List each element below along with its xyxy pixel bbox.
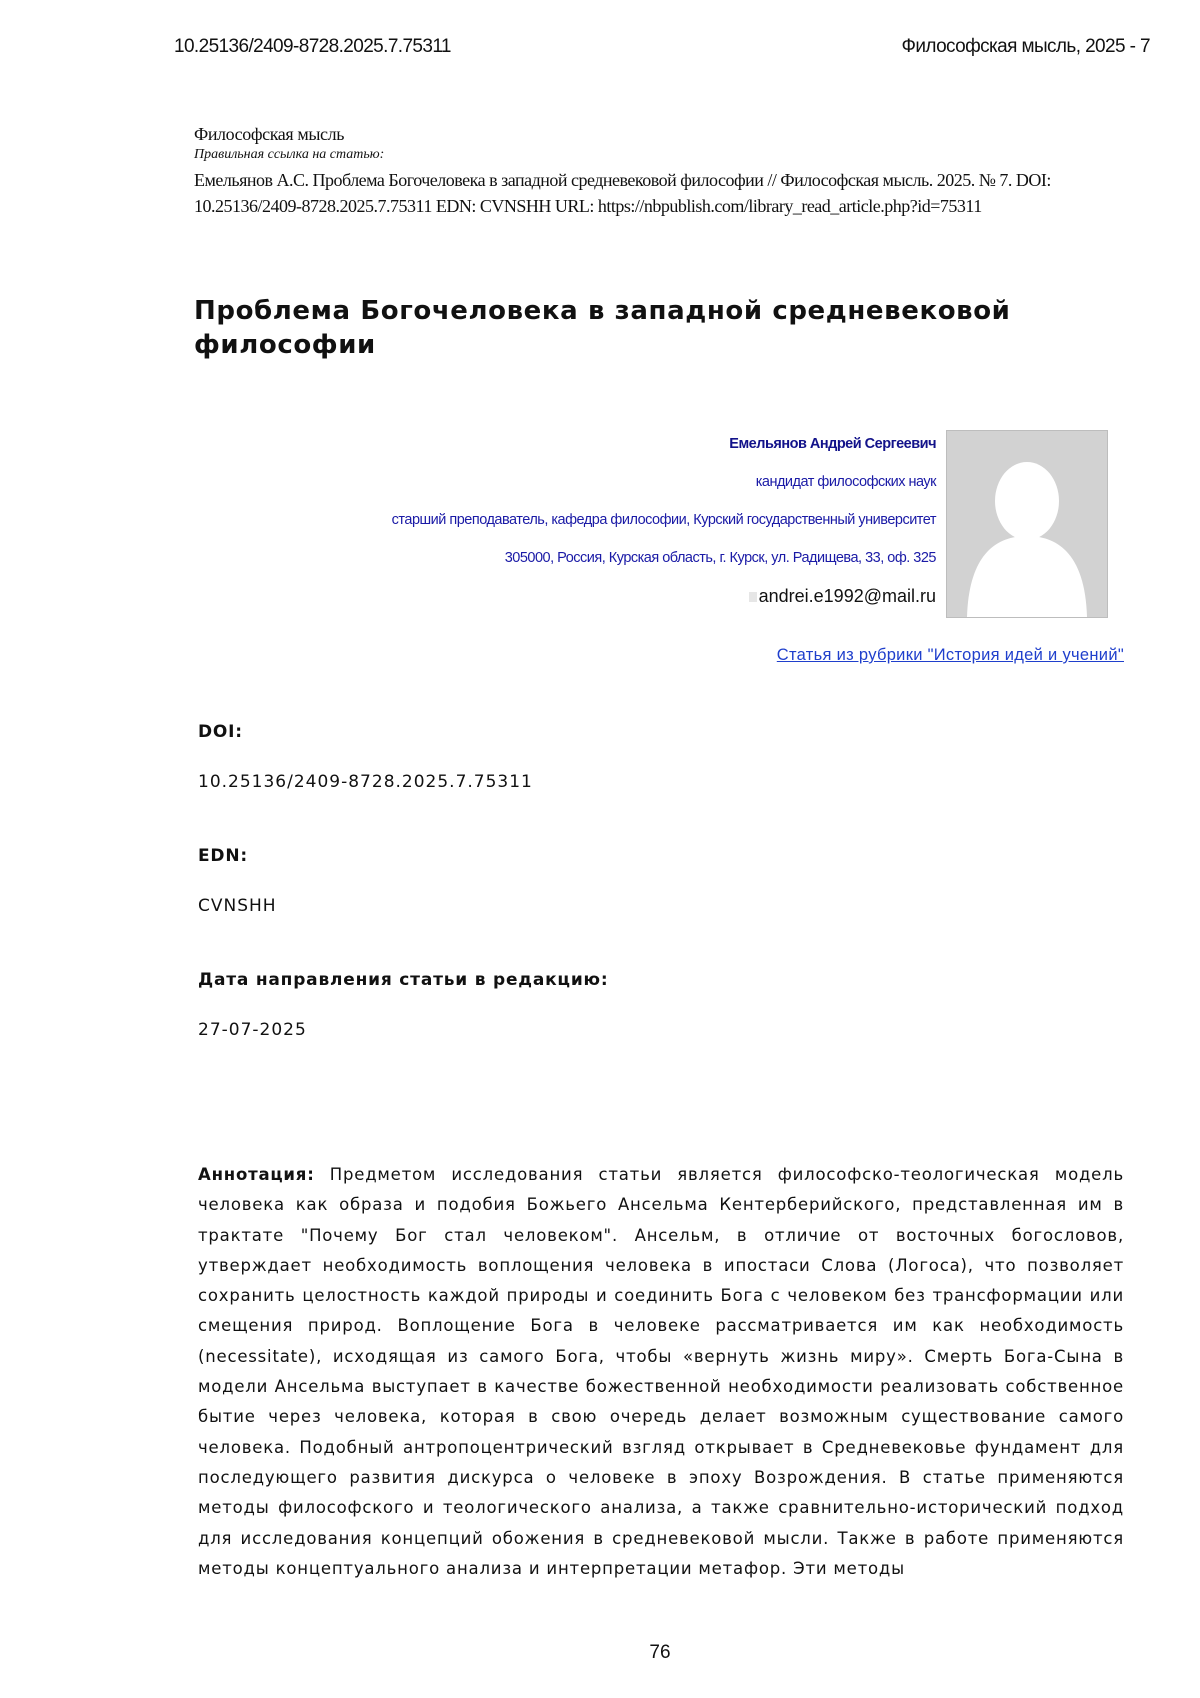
doi-section — [198, 722, 1098, 792]
email-icon — [749, 592, 757, 602]
article-title: Проблема Богочеловека в западной средневековой философии — [194, 296, 1011, 360]
author-info — [216, 432, 936, 622]
submission-date-value: 27-07-2025 — [198, 1020, 307, 1040]
abstract — [198, 1160, 1124, 1584]
author-email[interactable]: andrei.e1992@mail.ru — [758, 586, 936, 606]
running-head-doi: 10.25136/2409-8728.2025.7.75311 — [174, 36, 451, 57]
author-position: старший преподаватель, кафедра философии, Курский государственный университет — [391, 512, 936, 528]
citation-block — [194, 124, 1114, 219]
avatar-placeholder-icon — [947, 431, 1107, 617]
author-avatar — [946, 430, 1108, 618]
running-head-journal-issue: Философская мысль, 2025 - 7 — [901, 36, 1150, 57]
edn-label: EDN: — [198, 846, 248, 866]
doi-value: 10.25136/2409-8728.2025.7.75311 — [198, 772, 533, 792]
edn-value: CVNSHH — [198, 896, 277, 916]
author-address: 305000, Россия, Курская область, г. Курск, ул. Радищева, 33, оф. 325 — [504, 550, 936, 566]
abstract-text: Предметом исследования статьи является философско-теологическая модель человека как образа и подобия Божьего Ансельма Кентерберийского, представленная им в трактате "Почему Бог стал человеком". Ансельм, в отличие от восточных богословов, утверждает необходимость воплощения человека в ипостаси Слова (Логоса), что позволяет сохранить целостность каждой природы и соединить Бога с человеком без трансформации или смещения природ. Воплощение Бога в человеке рассматривается им как необходимость (necessitate), исходящая из самого Бога, чтобы «вернуть жизнь миру». Смерть Бога-Сына в модели Ансельма выступает в качестве божественной необходимости реализовать собственное бытие через человека, которая в свою очередь делает возможным существование самого человека. Подобный антропоцентрический взгляд открывает в Средневековье фундамент для последующего развития дискурса о человеке в эпоху Возрождения. В статье применяются методы философского и теологического анализа, а также сравнительно-исторический подход для исследования концепций обожения в средневековой мысли. Также в работе применяются методы концептуального анализа и интерпретации метафор. Эти методы — [198, 1165, 1124, 1578]
running-head — [174, 36, 1150, 58]
doi-label: DOI: — [198, 722, 243, 742]
abstract-label: Аннотация: — [198, 1165, 315, 1184]
citation-text: Емельянов А.С. Проблема Богочеловека в западной средневековой философии // Философская мысль. 2025. № 7. DOI: 10.25136/2409-8728.2025.7.75311 EDN: CVNSHH URL: https://nbpublish.com/library_read_article.php?id=75311 — [194, 170, 1051, 216]
page-number: 76 — [649, 1642, 671, 1663]
author-degree: кандидат философских наук — [755, 474, 936, 490]
author-email-row — [216, 584, 936, 622]
submission-date-section — [198, 970, 1098, 1040]
journal-name: Философская мысль — [194, 124, 345, 144]
rubric-link[interactable]: Статья из рубрики "История идей и учений" — [776, 646, 1124, 664]
author-name: Емельянов Андрей Сергеевич — [729, 436, 936, 452]
citation-label: Правильная ссылка на статью: — [194, 147, 385, 162]
submission-date-label: Дата направления статьи в редакцию: — [198, 970, 609, 990]
edn-section — [198, 846, 1098, 916]
